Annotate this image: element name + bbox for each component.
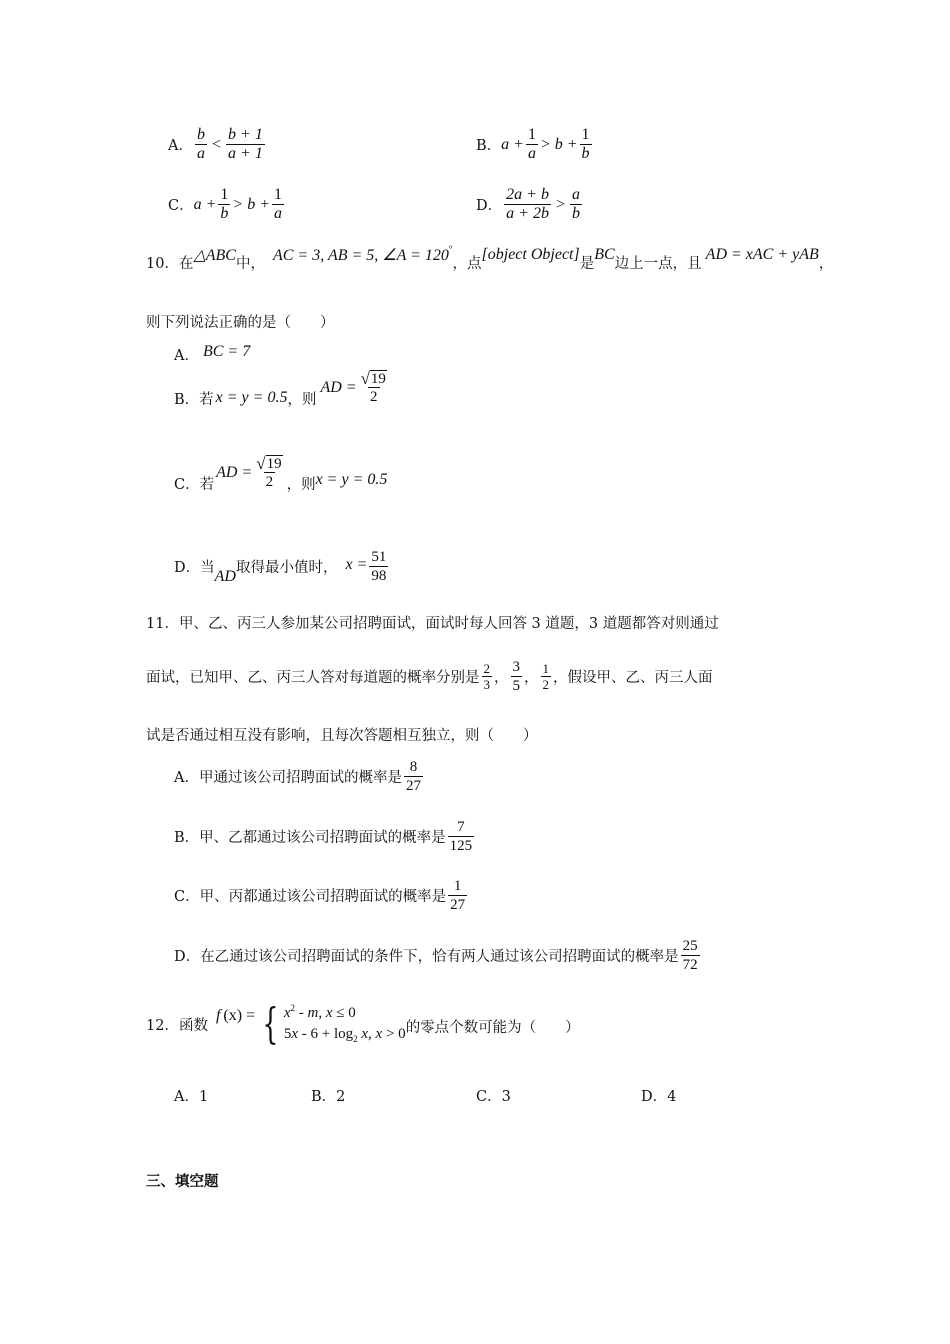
text: ，点 [452, 256, 482, 272]
text: ， [524, 670, 539, 686]
fraction: √ 19 2 [256, 454, 282, 490]
radicand: 19 [370, 371, 386, 387]
text: ， [494, 670, 509, 686]
fraction: $\frac{b}{a}$ [196, 126, 205, 162]
function-argument: (x) = [223, 1007, 256, 1024]
numerator: 25 [682, 938, 698, 954]
x-equals: x = [345, 555, 368, 573]
option-text: A．甲通过该公司招聘面试的概率是 [174, 770, 402, 786]
expression: BC = 7 [202, 342, 251, 360]
fraction-p2 [511, 658, 523, 695]
case-2: $5x - 6 + \log_2 x$, x > 0 [283, 1026, 406, 1044]
q11-stem-line2 [146, 658, 713, 695]
denominator: 2 [370, 389, 378, 405]
fraction: √ 19 2 [360, 369, 386, 405]
section-heading: 三、填空题 [146, 1174, 219, 1190]
fraction [448, 877, 467, 914]
text: 取得最小值时， [235, 560, 338, 576]
option-letter: D．当 [174, 560, 215, 576]
denominator: 2 [265, 474, 274, 490]
option-letter: B．若 [174, 391, 214, 408]
numerator: 51 [371, 549, 387, 565]
fraction [448, 818, 475, 855]
text: 的零点个数可能为（ ） [405, 1019, 580, 1036]
denominator: 125 [449, 838, 473, 854]
q12-option-c: C．3 [476, 1089, 511, 1105]
q9-option-a: A． $\frac{b}{a}$ < $\frac{b + 1}{a + 1}$ [168, 126, 263, 162]
q10-option-d [174, 548, 390, 585]
q11-option-a [174, 758, 425, 795]
fraction: $\frac{b + 1}{a + 1}$ [228, 126, 263, 162]
denominator: 98 [371, 568, 387, 584]
q10-option-a [174, 344, 250, 365]
case-1: $x^2$ - m, x ≤ 0 [283, 1003, 356, 1021]
denominator: 5 [512, 678, 520, 694]
q12-option-d: D．4 [641, 1089, 677, 1105]
q12-option-a: A．1 [174, 1089, 209, 1105]
denominator: 72 [682, 957, 698, 973]
segment-bc: BC [594, 245, 615, 263]
numerator: 8 [409, 759, 418, 775]
degree: ° [448, 243, 453, 254]
numerator: 1 [542, 661, 549, 676]
fraction: $\frac{1}{b}$ [581, 126, 590, 162]
q10-option-b [174, 369, 391, 416]
denominator: 27 [405, 778, 421, 794]
q12-option-b: B．2 [311, 1089, 346, 1105]
option-letter: A． [168, 138, 193, 154]
q11-option-c [174, 877, 469, 914]
q11-stem-line3: 试是否通过相互没有影响，且每次答题相互独立，则（ ） [146, 728, 538, 744]
denominator: 3 [483, 677, 490, 692]
fraction [404, 758, 423, 795]
fraction [369, 548, 388, 585]
q10-stem [146, 243, 834, 273]
option-text: D．在乙通过该公司招聘面试的条件下，恰有两人通过该公司招聘面试的概率是 [174, 949, 679, 965]
text: ，则 [287, 391, 317, 408]
text: 中， [235, 256, 265, 272]
denominator: 27 [450, 897, 466, 913]
fraction: $\frac{a}{b}$ [571, 186, 580, 222]
numerator: 7 [457, 819, 465, 835]
question-number: 12．函数 [146, 1017, 208, 1034]
q9-option-d: D． $\frac{2a + b}{a + 2b}$ > $\frac{a}{b}$ [476, 186, 580, 222]
fraction: $\frac{1}{a}$ [527, 126, 536, 162]
piecewise-cases [284, 998, 406, 1050]
condition: x = y = 0.5 [315, 471, 388, 488]
q12-stem [146, 998, 580, 1050]
option-letter: C． [168, 198, 194, 214]
fraction: $\frac{2a + b}{a + 2b}$ [506, 186, 549, 222]
denominator: 2 [542, 677, 549, 692]
option-letter: B． [476, 138, 502, 154]
option-text: C．甲、丙都通过该公司招聘面试的概率是 [174, 889, 447, 905]
left-brace: { [262, 999, 279, 1048]
fraction: $\frac{1}{a}$ [274, 186, 282, 222]
text: ， [818, 256, 834, 272]
option-letter: C．若 [174, 476, 215, 493]
question-number: 10．在 [146, 256, 194, 272]
fraction-p3 [541, 661, 552, 692]
ad-equals: AD = [320, 379, 357, 396]
text: ，则 [286, 476, 316, 493]
condition: x = y = 0.5 [215, 389, 288, 406]
fraction-p1 [482, 661, 493, 692]
given-conditions: AC = 3, AB = 5, ∠A = 120 [272, 246, 449, 264]
ad-equals: AD = [216, 464, 253, 481]
q10-stem-line2: 则下列说法正确的是（ ） [146, 315, 335, 331]
radicand: 19 [266, 456, 282, 472]
fraction [681, 937, 700, 974]
text: ，假设甲、乙、丙三人面 [553, 670, 713, 686]
point-d: [object Object] [481, 245, 580, 263]
function-f: f [215, 1007, 221, 1024]
ad: AD [214, 567, 236, 585]
option-letter: D． [476, 198, 503, 214]
q9-option-c: C． a + $\frac{1}{b}$ > b + $\frac{1}{a}$ [168, 186, 282, 222]
numerator: 3 [512, 659, 520, 675]
option-text: B．甲、乙都通过该公司招聘面试的概率是 [174, 830, 446, 846]
triangle-abc: △ABC [193, 246, 236, 264]
q10-option-c [174, 454, 388, 501]
option-letter: A． [174, 348, 199, 364]
q9-option-b: B． a + $\frac{1}{a}$ > b + $\frac{1}{b}$ [476, 126, 590, 162]
text: 边上一点，且 [614, 256, 702, 272]
q11-option-d [174, 937, 702, 974]
numerator: 1 [453, 878, 462, 894]
q11-stem-line1: 11．甲、乙、丙三人参加某公司招聘面试，面试时每人回答 3 道题，3 道题都答对则通过 [146, 616, 719, 632]
text: 是 [579, 256, 595, 272]
fraction: $\frac{1}{b}$ [220, 186, 229, 222]
numerator: 2 [483, 661, 490, 676]
vector-equation: AD = xAC + yAB [705, 245, 819, 263]
text: 面试，已知甲、乙、丙三人答对每道题的概率分别是 [146, 670, 480, 686]
q11-option-b [174, 818, 476, 855]
